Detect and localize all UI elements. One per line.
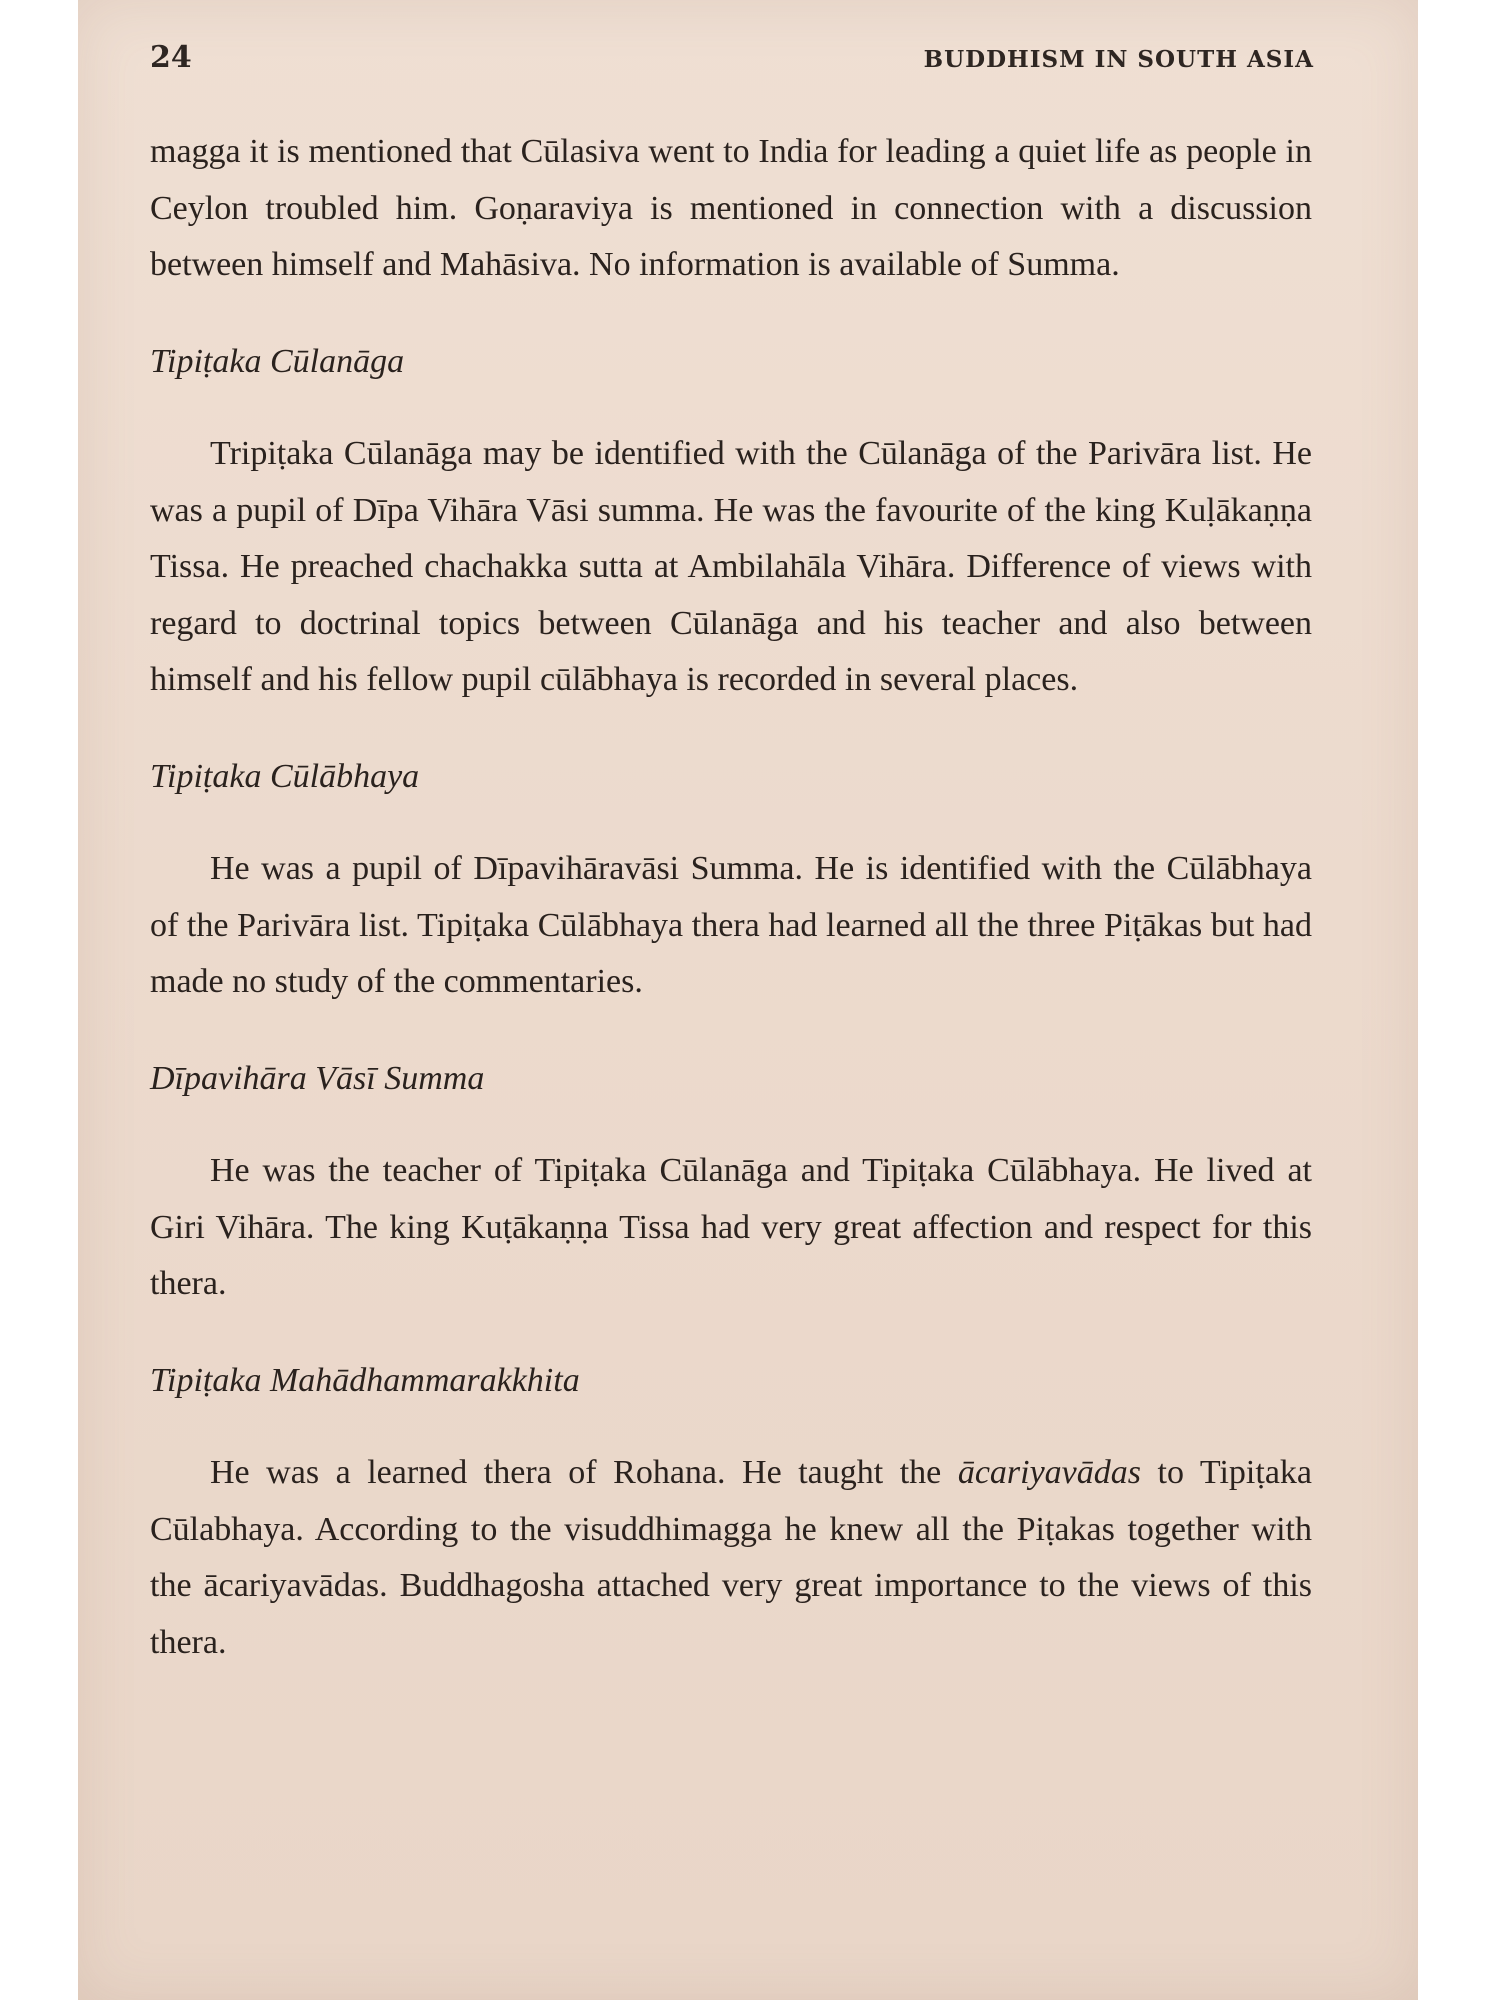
book-page <box>78 0 1418 2000</box>
section-paragraph-culanaga: Tripiṭaka Cūlanāga may be identified with the Cūlanāga of the Parivāra list. He was a pupil of Dīpa Vihāra Vāsi summa. He was the favourite of the king Kuḷākaṇṇa Tissa. He preached chachakka sutta at Ambilahāla Vihāra. Difference of views with regard to doctrinal topics between Cūlanāga and his teacher and also between himself and his fellow pupil cūlābhaya is recorded in several places. <box>150 435 1312 698</box>
intro-paragraph: magga it is mentioned that Cūlasiva went to India for leading a quiet life as people in Ceylon troubled him. Goṇaraviya is mentioned in connection with a discussion between himself and Mahāsiva. No information is available of Summa. <box>150 133 1312 283</box>
paragraph-lead: He was a learned thera of Rohana. He taught the <box>210 1454 942 1491</box>
italic-term: ācariyavādas <box>957 1454 1141 1491</box>
running-title: BUDDHISM IN SOUTH ASIA <box>923 46 1314 73</box>
section-paragraph-summa: He was the teacher of Tipiṭaka Cūlanāga and Tipiṭaka Cūlābhaya. He lived at Giri Vihāra. The king Kuṭākaṇṇa Tissa had very great affection and respect for this thera. <box>150 1152 1312 1302</box>
section-heading-culanaga: Tipiṭaka Cūlanāga <box>150 342 405 380</box>
paragraph-rest: to Tipiṭaka Cūlabhaya. According to the visuddhimagga he knew all the Piṭakas together with the ācariyavādas. Buddhagosha attached very great importance to the views of this thera. <box>150 1454 1313 1661</box>
section-heading-mahadhammarakkhita: Tipiṭaka Mahādhammarakkhita <box>150 1361 580 1399</box>
page-number: 24 <box>150 40 192 75</box>
section-heading-culabhaya: Tipiṭaka Cūlābhaya <box>150 757 420 795</box>
section-heading-summa: Dīpavihāra Vāsī Summa <box>150 1059 485 1097</box>
page-text <box>150 124 1312 1671</box>
section-paragraph-mahadhammarakkhita <box>150 1445 1312 1671</box>
section-paragraph-culabhaya: He was a pupil of Dīpavihāravāsi Summa. He is identified with the Cūlābhaya of the Parivāra list. Tipiṭaka Cūlābhaya thera had learned all the three Piṭākas but had made no study of the commentaries. <box>150 850 1312 1000</box>
